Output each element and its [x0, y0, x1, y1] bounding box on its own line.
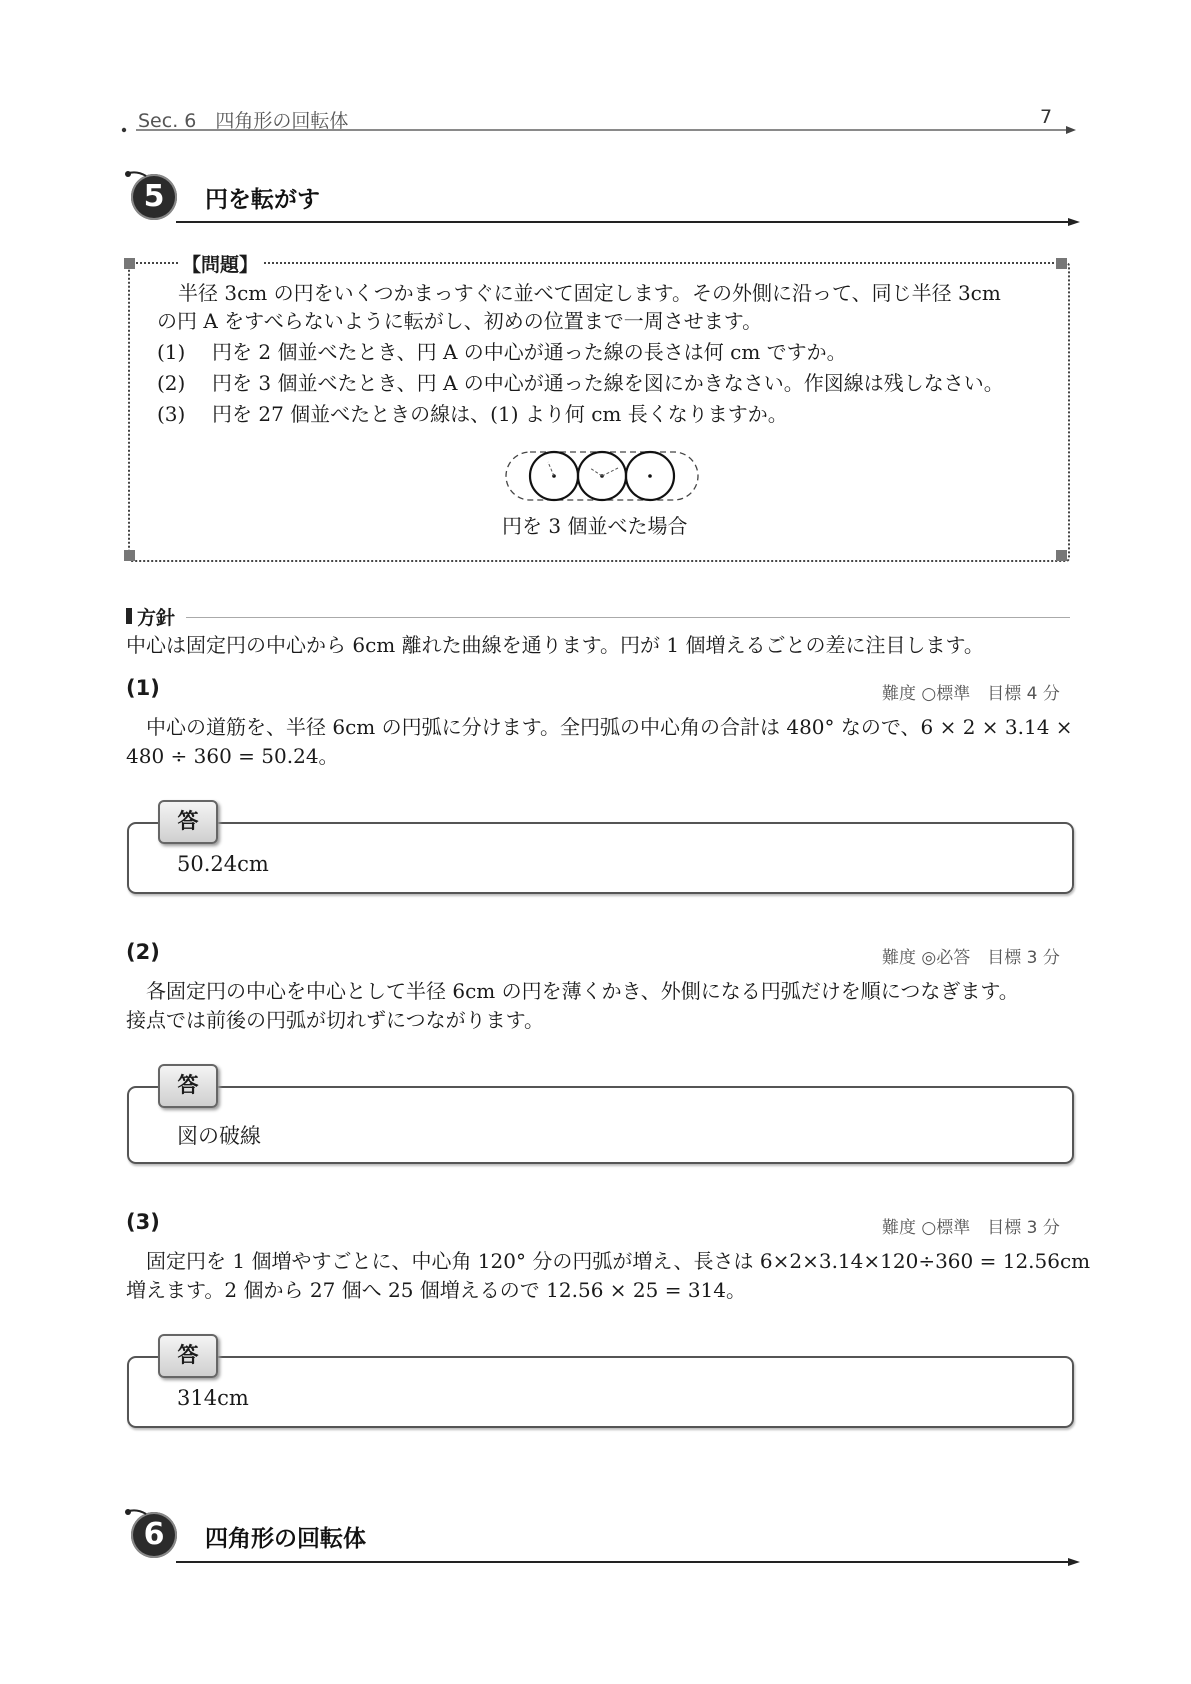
- answer-text: 図の破線: [177, 1124, 261, 1148]
- answer-box: [127, 1356, 1074, 1428]
- policy-marker: [126, 608, 132, 624]
- section-title: 四角形の回転体: [205, 1526, 366, 1552]
- box-corner: [1056, 550, 1067, 561]
- header-rule: [118, 124, 1078, 136]
- problem-item-num: (1): [157, 340, 186, 364]
- answer-text: 50.24cm: [177, 852, 269, 876]
- question-number: (2): [126, 940, 160, 964]
- question-number: (1): [126, 676, 160, 700]
- difficulty-meta: 難度 ◎必答 目標 3 分: [882, 948, 1060, 968]
- problem-item-text: 円を 27 個並べたときの線は、(1) より何 cm 長くなりますか。: [212, 402, 788, 426]
- problem-item-num: (2): [157, 371, 186, 395]
- section-title: 円を転がす: [205, 187, 320, 213]
- question-number: (3): [126, 1210, 160, 1234]
- problem-item-num: (3): [157, 402, 186, 426]
- explanation-line2: 接点では前後の円弧が切れずにつながります。: [126, 1008, 544, 1032]
- difficulty-meta: 難度 ○標準 目標 4 分: [882, 684, 1060, 704]
- box-corner: [124, 258, 135, 269]
- policy-text: 中心は固定円の中心から 6cm 離れた曲線を通ります。円が 1 個増えるごとの差に注目します。: [126, 633, 984, 657]
- section-number-badge: 5: [131, 174, 177, 220]
- section-rule: [176, 216, 1082, 228]
- answer-box: [127, 1086, 1074, 1164]
- explanation-line1: 各固定円の中心を中心として半径 6cm の円を薄くかき、外側になる円弧だけを順につなぎます。: [146, 979, 1019, 1003]
- box-corner: [1056, 258, 1067, 269]
- page-number: 7: [1040, 106, 1053, 128]
- box-corner: [124, 550, 135, 561]
- figure-caption: 円を 3 個並べた場合: [502, 514, 688, 538]
- difficulty-meta: 難度 ○標準 目標 3 分: [882, 1218, 1060, 1238]
- running-title: Sec. 6 四角形の回転体: [138, 110, 349, 132]
- problem-item-text: 円を 3 個並べたとき、円 A の中心が通った線を図にかきなさい。作図線は残しなさい。: [212, 371, 1004, 395]
- answer-tab: 答: [158, 800, 218, 844]
- explanation-line1: 固定円を 1 個増やすごとに、中心角 120° 分の円弧が増え、長さは 6×2×3.14×120÷360 = 12.56cm: [146, 1249, 1091, 1273]
- problem-item-text: 円を 2 個並べたとき、円 A の中心が通った線の長さは何 cm ですか。: [212, 340, 847, 364]
- answer-tab: 答: [158, 1334, 218, 1378]
- section-rule: [176, 1556, 1082, 1568]
- three-circles-figure: [478, 448, 722, 508]
- policy-label: 方針: [137, 607, 176, 629]
- explanation-line2: 増えます。2 個から 27 個へ 25 個増えるので 12.56 × 25 = 314。: [126, 1278, 746, 1302]
- answer-box: [127, 822, 1074, 894]
- problem-label: 【問題】: [178, 250, 262, 277]
- section-number-badge: 6: [131, 1512, 177, 1558]
- answer-tab: 答: [158, 1064, 218, 1108]
- answer-text: 314cm: [177, 1386, 249, 1410]
- explanation-line1: 中心の道筋を、半径 6cm の円弧に分けます。全円弧の中心角の合計は 480° なので、6 × 2 × 3.14 ×: [146, 715, 1073, 739]
- explanation-line2: 480 ÷ 360 = 50.24。: [126, 744, 339, 768]
- policy-rule: [186, 617, 1070, 618]
- problem-intro-line2: の円 A をすべらないように転がし、初めの位置まで一周させます。: [157, 309, 763, 333]
- problem-intro-line1: 半径 3cm の円をいくつかまっすぐに並べて固定します。その外側に沿って、同じ半径 3cm: [178, 281, 1001, 305]
